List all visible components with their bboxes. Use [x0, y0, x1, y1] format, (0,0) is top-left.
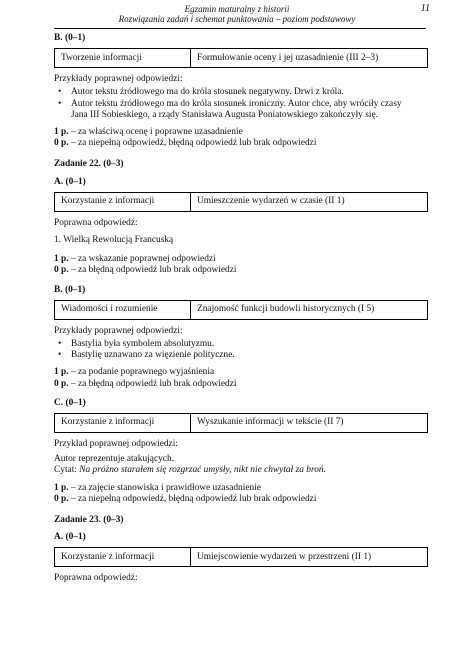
section-heading: C. (0–1): [54, 397, 86, 408]
criteria-table: [54, 547, 428, 567]
score-line: 0 p. – za niepełną odpowiedź, błędną odpowiedź lub brak odpowiedzi: [54, 138, 317, 149]
section-heading: A. (0–1): [54, 176, 86, 187]
score-line: 1 p. – za zajęcie stanowiska i prawidłowe uzasadnienie: [54, 482, 261, 493]
criteria-area: Korzystanie z informacji: [55, 193, 191, 211]
header-title: Egzamin maturalny z historii: [184, 4, 290, 14]
answer-list: [54, 87, 428, 121]
criteria-table: [54, 48, 428, 68]
list-item: • Bastylię uznawano za więzienie polityczne.: [54, 350, 428, 361]
example-label: Przykład poprawnej odpowiedzi:: [54, 439, 178, 450]
criteria-requirement: Formułowanie oceny i jej uzasadnienie (III 2–3): [197, 52, 379, 63]
page-header: [0, 4, 474, 24]
criteria-area: Wiadomości i rozumienie: [55, 301, 191, 319]
criteria-requirement: Wyszukanie informacji w tekście (II 7): [197, 417, 344, 428]
criteria-requirement: Znajomość funkcji budowli historycznych (I 5): [197, 304, 375, 315]
score-line: 0 p. – za niepełną odpowiedź, błędną odpowiedź lub brak odpowiedzi: [54, 493, 317, 504]
quote-line: Cytat: Na próżno starałem się rozgrzać umysły, nikt nie chwytał za broń.: [54, 465, 326, 476]
criteria-table: [54, 300, 428, 320]
criteria-requirement: Umieszczenie wydarzeń w czasie (II 1): [197, 196, 345, 207]
list-item: • Bastylia była symbolem absolutyzmu.: [54, 339, 428, 350]
header-subtitle: Rozwiązania zadań i schemat punktowania – poziom podstawowy: [118, 14, 356, 24]
section-heading: B. (0–1): [54, 33, 86, 43]
score-line: 1 p. – za wskazanie poprawnej odpowiedzi: [54, 254, 216, 265]
list-item: • Autor tekstu źródłowego ma do króla stosunek ironiczny. Autor chce, aby wróciły czasy Jana III Sobieskiego, a rządy Stanisława Augusta Poniatowskiego zakończyły się.: [54, 99, 428, 121]
page-number: 11: [420, 3, 430, 14]
criteria-table: [54, 192, 428, 212]
answer-text: Autor reprezentuje atakujących.: [54, 454, 174, 465]
criteria-table: [54, 413, 428, 433]
score-line: 1 p. – za właściwą ocenę i poprawne uzasadnienie: [54, 127, 243, 138]
header-rule: [54, 28, 426, 29]
score-line: 0 p. – za błędną odpowiedź lub brak odpowiedzi: [54, 378, 237, 389]
answer-label: Poprawna odpowiedź:: [54, 217, 138, 228]
section-heading: A. (0–1): [54, 532, 86, 543]
section-heading: B. (0–1): [54, 284, 86, 295]
criteria-area: Korzystanie z informacji: [55, 548, 191, 566]
document-body: [54, 33, 428, 585]
answer-list: [54, 339, 428, 361]
task-heading: Zadanie 22. (0–3): [54, 159, 124, 170]
list-item: • Autor tekstu źródłowego ma do króla stosunek negatywny. Drwi z króla.: [54, 87, 428, 98]
task-heading: Zadanie 23. (0–3): [54, 515, 124, 526]
answer-label: Poprawna odpowiedź:: [54, 573, 138, 584]
examples-label: Przykłady poprawnej odpowiedzi:: [54, 325, 183, 336]
criteria-area: Tworzenie informacji: [55, 49, 191, 67]
criteria-requirement: Umiejscowienie wydarzeń w przestrzeni (II 1): [197, 551, 372, 562]
score-line: 1 p. – za podanie poprawnego wyjaśnienia: [54, 367, 215, 378]
examples-label: Przykłady poprawnej odpowiedzi:: [54, 74, 183, 85]
score-line: 0 p. – za błędną odpowiedź lub brak odpowiedzi: [54, 265, 237, 276]
answer-text: 1. Wielką Rewolucją Francuską: [54, 235, 174, 246]
criteria-area: Korzystanie z informacji: [55, 414, 191, 432]
